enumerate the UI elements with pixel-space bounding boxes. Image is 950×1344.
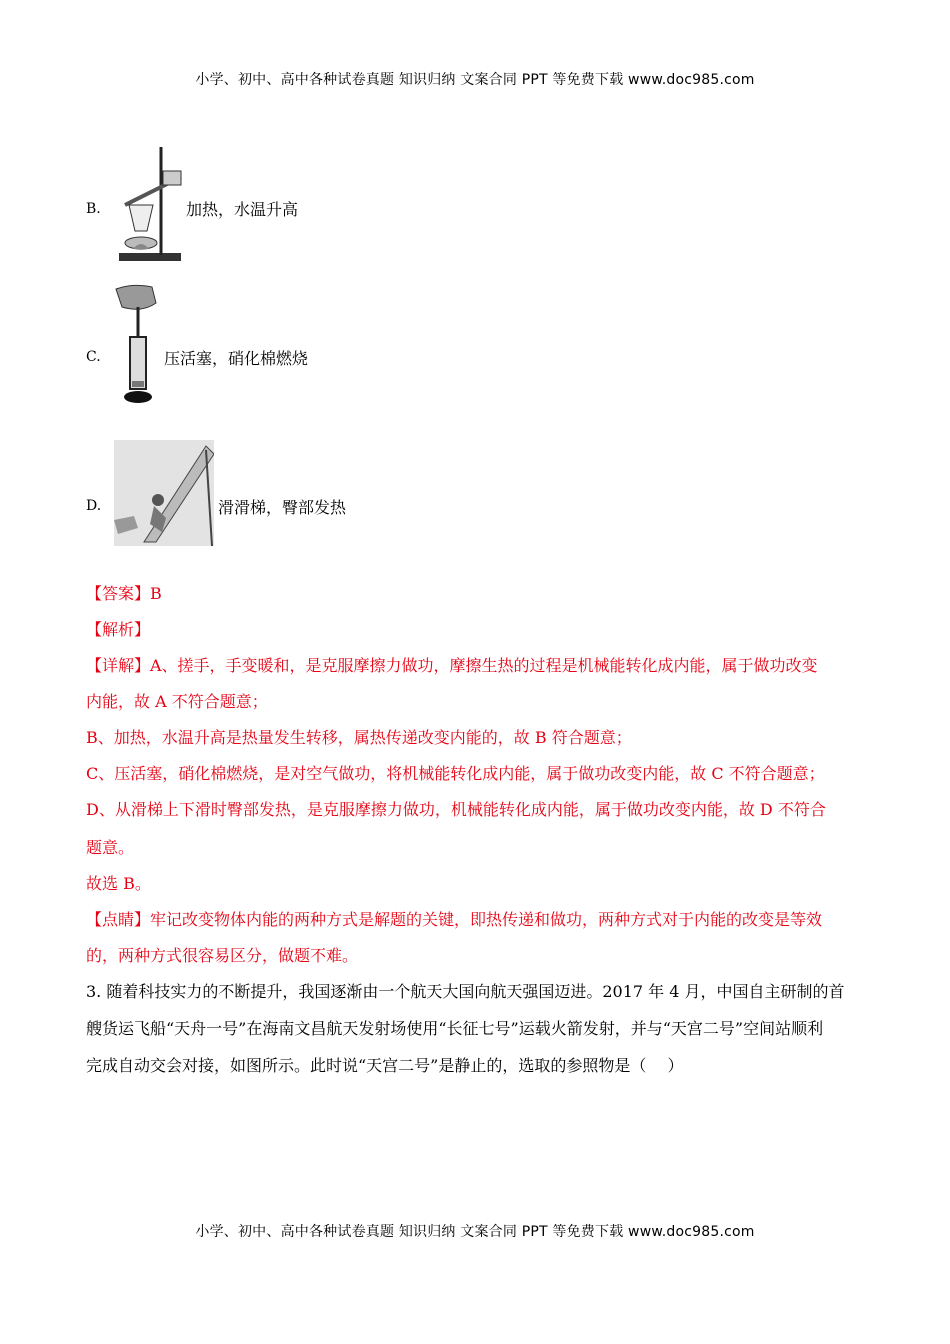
- detail-line-4: C、压活塞，硝化棉燃烧，是对空气做功，将机械能转化成内能，属于做功改变内能，故 C 不符合题意；: [86, 764, 825, 783]
- option-text: 加热，水温升高: [186, 200, 299, 219]
- detail-line-5: D、从滑梯上下滑时臀部发热，是克服摩擦力做功，机械能转化成内能，属于做功改变内能，故 D 不符合: [86, 800, 826, 819]
- question-3-line-3: 完成自动交会对接，如图所示。此时说“天宫二号”是静止的，选取的参照物是（ ）: [86, 1056, 684, 1075]
- detail-line-1: 【详解】A、搓手，手变暖和，是克服摩擦力做功，摩擦生热的过程是机械能转化成内能，属于做功改变: [86, 656, 818, 675]
- option-text: 压活塞，硝化棉燃烧: [164, 349, 309, 368]
- question-3-line-2: 艘货运飞船“天舟一号”在海南文昌航天发射场使用“长征七号”运载火箭发射，并与“天宫二号”空间站顺利: [86, 1019, 824, 1038]
- comment-line-1: 【点睛】牢记改变物体内能的两种方式是解题的关键，即热传递和做功，两种方式对于内能的改变是等效: [86, 910, 823, 929]
- question-3-line-1: 3. 随着科技实力的不断提升，我国逐渐由一个航天大国向航天强国迈进。2017 年 4 月，中国自主研制的首: [86, 982, 845, 1001]
- comment-line-2: 的，两种方式很容易区分，做题不难。: [86, 946, 359, 965]
- piston-cylinder-figure: [112, 283, 162, 407]
- detail-line-2: 内能，故 A 不符合题意；: [86, 692, 268, 711]
- analysis-title: 【解析】: [86, 620, 151, 639]
- detail-line-6: 题意。: [86, 838, 135, 857]
- option-letter: C.: [86, 349, 101, 365]
- heating-apparatus-figure: [113, 145, 189, 265]
- option-letter: D.: [86, 498, 102, 514]
- conclusion: 故选 B。: [86, 874, 151, 893]
- page-footer: 小学、初中、高中各种试卷真题 知识归纳 文案合同 PPT 等免费下载 www.doc985.com: [195, 1224, 755, 1240]
- slide-figure: [114, 440, 214, 546]
- page-header: 小学、初中、高中各种试卷真题 知识归纳 文案合同 PPT 等免费下载 www.doc985.com: [195, 72, 755, 88]
- option-text: 滑滑梯，臀部发热: [218, 498, 347, 517]
- answer-label: 【答案】B: [86, 584, 162, 603]
- option-letter: B.: [86, 201, 101, 217]
- detail-line-3: B、加热，水温升高是热量发生转移，属热传递改变内能的，故 B 符合题意；: [86, 728, 632, 747]
